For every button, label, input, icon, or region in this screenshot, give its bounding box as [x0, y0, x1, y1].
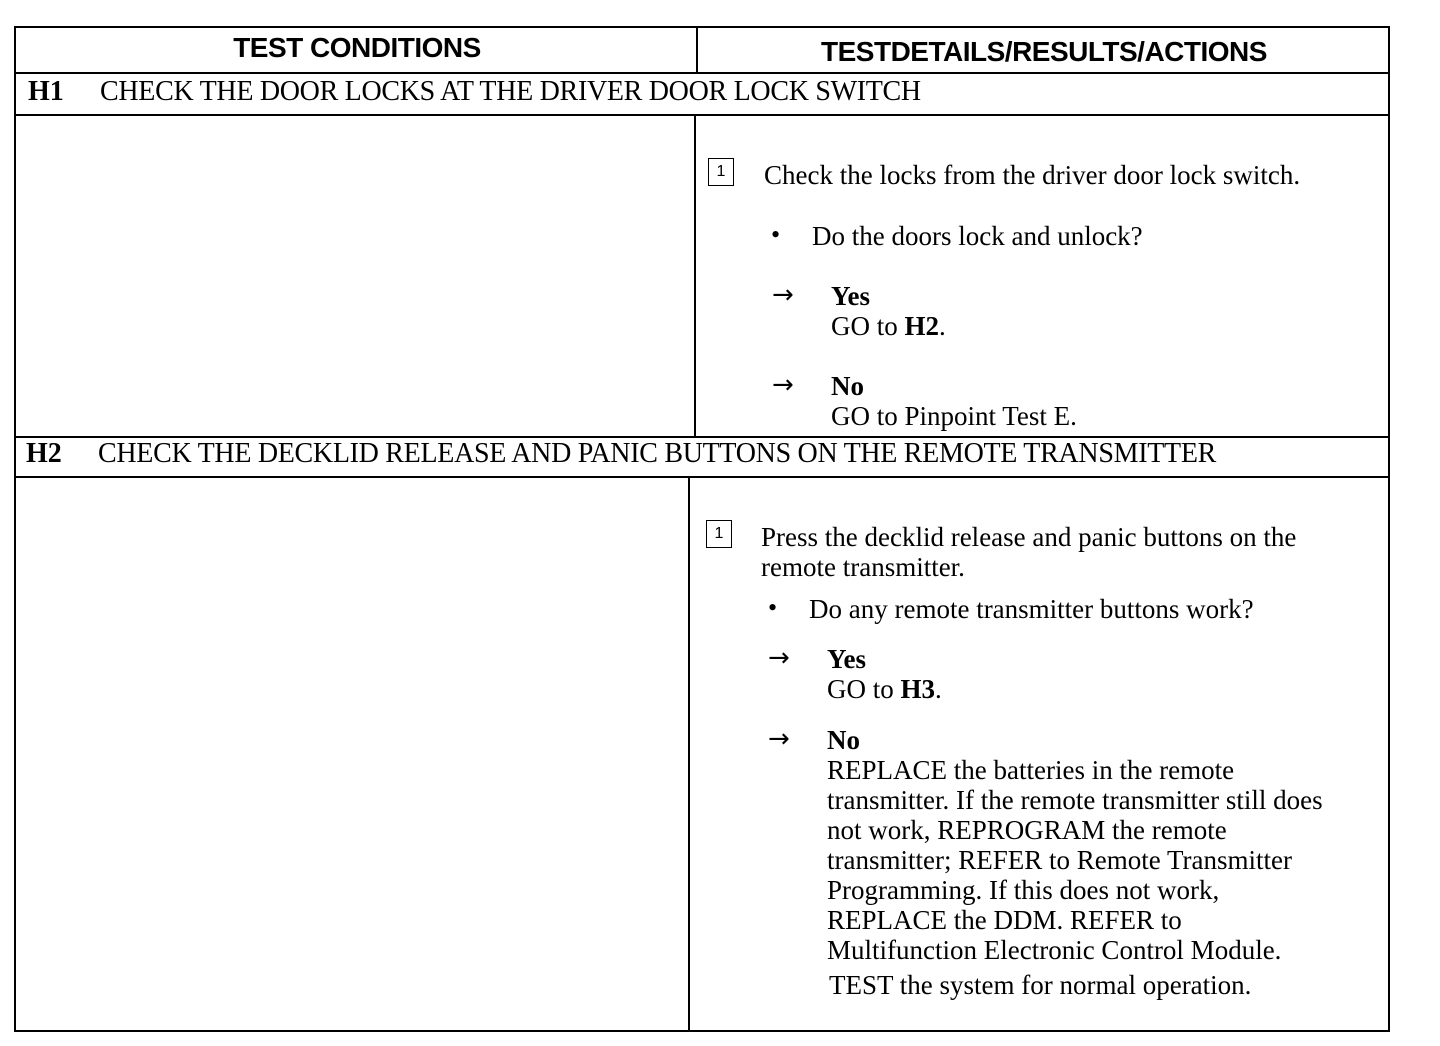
- step-id-h1: H1: [28, 76, 64, 107]
- no-action-line: transmitter; REFER to Remote Transmitter: [827, 845, 1292, 875]
- divider: [16, 72, 1388, 74]
- no-action-line: REPLACE the batteries in the remote: [827, 755, 1235, 785]
- divider: [694, 114, 696, 436]
- step-title-h2: CHECK THE DECKLID RELEASE AND PANIC BUTTONS ON THE REMOTE TRANSMITTER: [98, 438, 1217, 469]
- step-instruction-h2-line1: Press the decklid release and panic buttons on the: [761, 522, 1297, 552]
- step-number-box-h1: 1: [708, 158, 734, 186]
- arrow-right-icon: →: [768, 724, 790, 754]
- no-action-line: Programming. If this does not work,: [827, 875, 1220, 905]
- step-id-h2: H2: [26, 438, 62, 469]
- step-question-h2: Do any remote transmitter buttons work?: [809, 594, 1254, 624]
- no-action-line: Multifunction Electronic Control Module.: [827, 935, 1282, 965]
- yes-action-h2: GO to H3.: [827, 674, 942, 704]
- no-action-h2: [827, 755, 1323, 965]
- no-action-h1: GO to Pinpoint Test E.: [831, 401, 1077, 431]
- step-instruction-h1: Check the locks from the driver door lock switch.: [764, 160, 1301, 190]
- final-action-h2: TEST the system for normal operation.: [829, 970, 1252, 1000]
- divider: [16, 114, 1388, 116]
- step-instruction-h2-line2: remote transmitter.: [761, 552, 965, 582]
- step-question-h1: Do the doors lock and unlock?: [812, 221, 1143, 251]
- bullet-icon: •: [771, 220, 781, 249]
- step-number-box-h2: 1: [706, 520, 732, 548]
- header-test-details: TESTDETAILS/RESULTS/ACTIONS: [821, 36, 1267, 67]
- no-action-line: REPLACE the DDM. REFER to: [827, 905, 1182, 935]
- divider: [696, 28, 698, 72]
- arrow-right-icon: →: [772, 370, 794, 400]
- yes-action-h1: GO to H2.: [831, 311, 946, 341]
- step-title-h1: CHECK THE DOOR LOCKS AT THE DRIVER DOOR LOCK SWITCH: [100, 76, 921, 107]
- no-action-line: not work, REPROGRAM the remote: [827, 815, 1227, 845]
- diagnostic-table: [14, 26, 1390, 1032]
- no-label-h2: No: [827, 725, 860, 755]
- bullet-icon: •: [768, 593, 778, 622]
- divider: [688, 476, 690, 1032]
- divider: [16, 476, 1388, 478]
- header-test-conditions: TEST CONDITIONS: [233, 32, 481, 63]
- arrow-right-icon: →: [768, 643, 790, 673]
- yes-label-h2: Yes: [827, 644, 866, 674]
- no-action-line: transmitter. If the remote transmitter still does: [827, 785, 1323, 815]
- yes-label-h1: Yes: [831, 281, 870, 311]
- arrow-right-icon: →: [772, 280, 794, 310]
- no-label-h1: No: [831, 371, 864, 401]
